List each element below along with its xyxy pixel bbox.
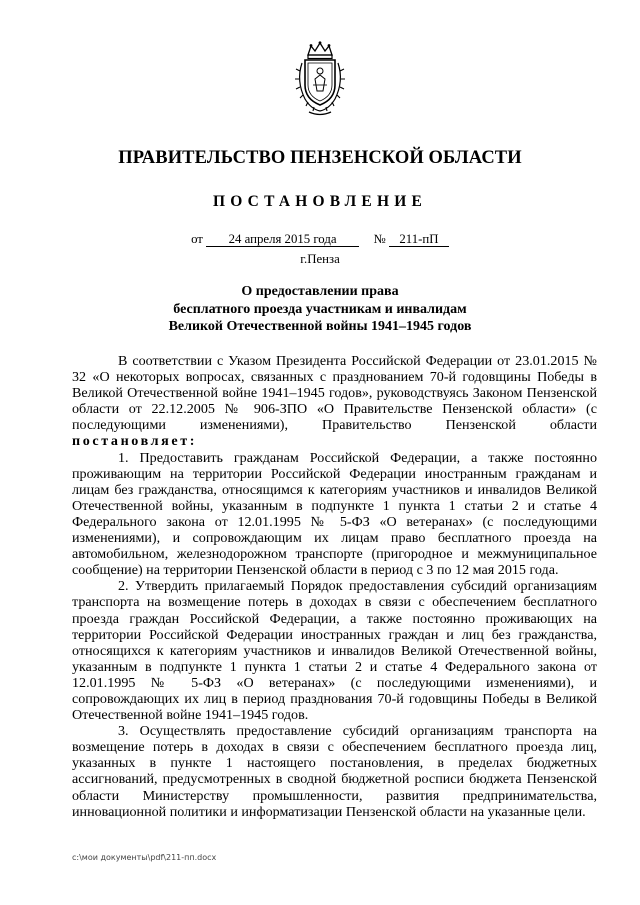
document-body <box>72 353 597 820</box>
item-paragraph-1: 1. Предоставить гражданам Российской Федерации, а также постоянно проживающим на территории Российской Федерации иностранным гражданам и лицам без гражданства, относящимся к категориям участников и инвалидов Великой Отечественной войны, указанным в подпункте 1 пункта 1 статьи 2 и статье 4 Федерального закона от 12.01.1995 № 5-ФЗ «О ветеранах» (с последующими изменениями), и сопровождающим их лицам право бесплатного проезда на автомобильном, железнодорожном транспорте (пригородное и межмуниципальное сообщение) на территории Пензенской области в период с 3 по 12 мая 2015 года. <box>72 449 597 579</box>
item-paragraph-3: 3. Осуществлять предоставление субсидий организациям транспорта на возмещение потерь в доходах в связи с обеспечением бесплатного проезда лиц, указанных в пункте 1 настоящего постановления, в пределах бюджетных ассигнований, предусмотренных в сводной бюджетной росписи бюджета Пензенской области Министерству промышленности, развития предпринимательства, инновационной политики и информатизации Пензенской области на указанные цели. <box>72 723 597 820</box>
preamble-text: В соответствии с Указом Президента Российской Федерации от 23.01.2015 № 32 «О некоторых вопросах, связанных с празднованием 70-й годовщины Победы в Великой Отечественной войне 1941–1945 годов», руководствуясь Законом Пензенской области от 22.12.2005 № 906-ЗПО «О Правительстве Пензенской области» (с последующими изменениями), Правительство Пензенской области <box>72 353 597 434</box>
document-subject <box>0 283 640 336</box>
preamble-paragraph <box>72 353 597 450</box>
resolve-word: постановляет: <box>72 433 198 450</box>
organization-title: ПРАВИТЕЛЬСТВО ПЕНЗЕНСКОЙ ОБЛАСТИ <box>118 148 522 168</box>
date-prefix: от <box>191 232 203 246</box>
penza-region-coat-of-arms-icon <box>291 41 349 117</box>
subject-line: О предоставлении права <box>241 284 399 299</box>
document-number: 211-пП <box>389 232 449 247</box>
document-date: 24 апреля 2015 года <box>206 232 359 247</box>
subject-line: бесплатного проезда участникам и инвалидам <box>173 301 467 317</box>
number-prefix: № <box>373 232 386 246</box>
item-paragraph-2: 2. Утвердить прилагаемый Порядок предоставления субсидий организациям транспорта на возмещение потерь в доходах в связи с обеспечением бесплатного проезда граждан Российской Федерации, а также постоянно проживающих на территории Российской Федерации иностранных граждан и лиц без гражданства, относящихся к категориям участников и инвалидов Великой Отечественной войны, указанным в подпункте 1 пункта 1 статьи 2 и статье 4 Федерального закона от 12.01.1995 № 5-ФЗ «О ветеранах» (с последующими изменениями), и сопровождающих их лиц в период празднования 70-й годовщины Победы в Великой Отечественной войне 1941–1945 годов. <box>72 578 597 724</box>
footer-file-path: c:\мои документы\pdf\211-пп.docx <box>72 853 217 862</box>
subject-line: Великой Отечественной войны 1941–1945 годов <box>168 319 472 334</box>
date-number-line <box>0 232 640 247</box>
document-type-heading: ПОСТАНОВЛЕНИЕ <box>212 193 428 210</box>
city-name: г.Пенза <box>300 252 340 266</box>
